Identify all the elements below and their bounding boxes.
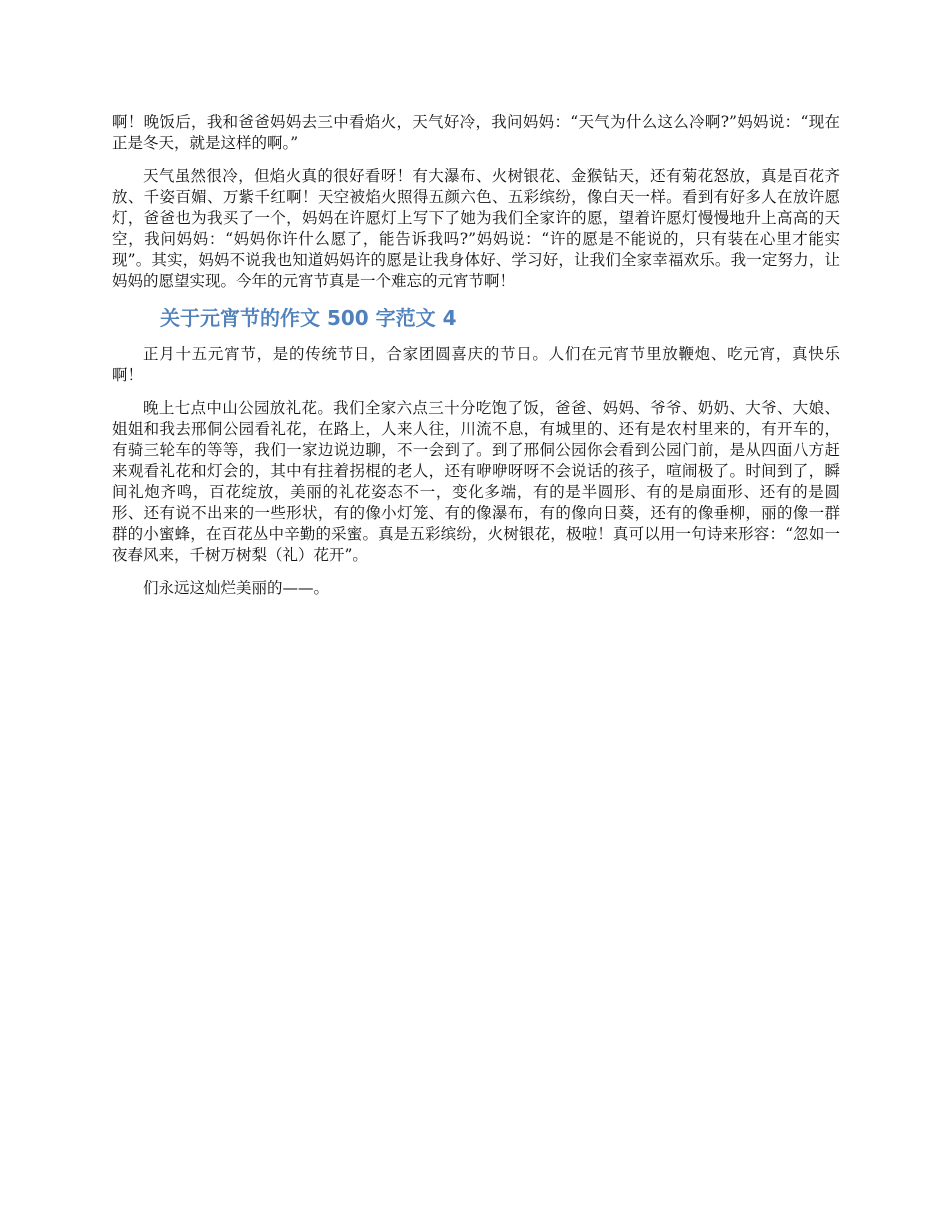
- paragraph-2: 天气虽然很冷，但焰火真的很好看呀！有大瀑布、火树银花、金猴钻天，还有菊花怒放，真是百花齐放、千姿百媚、万紫千红啊！天空被焰火照得五颜六色、五彩缤纷，像白天一样。看到有好多人在放许愿灯，爸爸也为我买了一个，妈妈在许愿灯上写下了她为我们全家许的愿，望着许愿灯慢慢地升上高高的天空，我问妈妈：“妈妈你许什么愿了，能告诉我吗?”妈妈说：“许的愿是不能说的，只有装在心里才能实现”。其实，妈妈不说我也知道妈妈许的愿是让我身体好、学习好，让我们全家幸福欢乐。我一定努力，让妈妈的愿望实现。今年的元宵节真是一个难忘的元宵节啊！: [112, 167, 840, 290]
- section-heading: 关于元宵节的作文 500 字范文 4: [160, 306, 457, 330]
- paragraph-4: 晚上七点中山公园放礼花。我们全家六点三十分吃饱了饭，爸爸、妈妈、爷爷、奶奶、大爷、大娘、姐姐和我去邢侗公园看礼花，在路上，人来人往，川流不息，有城里的、还有是农村里来的，有开车的，有骑三轮车的等等，我们一家边说边聊，不一会到了。到了邢侗公园你会看到公园门前，是从四面八方赶来观看礼花和灯会的，其中有拄着拐棍的老人，还有咿咿呀呀不会说话的孩子，喧闹极了。时间到了，瞬间礼炮齐鸣，百花绽放，美丽的礼花姿态不一，变化多端，有的是半圆形、有的是扇面形、还有的是圆形、还有说不出来的一些形状，有的像小灯笼、有的像瀑布，有的像向日葵，还有的像垂柳，丽的像一群群的小蜜蜂，在百花丛中辛勤的采蜜。真是五彩缤纷，火树银花，极啦！真可以用一句诗来形容：“忽如一夜春风来，千树万树梨（礼）花开”。: [112, 399, 840, 564]
- paragraph-3: 正月十五元宵节，是的传统节日，合家团圆喜庆的节日。人们在元宵节里放鞭炮、吃元宵，真快乐啊！: [112, 345, 840, 384]
- paragraph-5: 们永远这灿烂美丽的——。: [143, 579, 330, 597]
- document-page: [112, 112, 840, 611]
- paragraph-1: 啊！晚饭后，我和爸爸妈妈去三中看焰火，天气好冷，我问妈妈：“天气为什么这么冷啊?”妈妈说：“现在正是冬天，就是这样的啊。”: [112, 113, 840, 152]
